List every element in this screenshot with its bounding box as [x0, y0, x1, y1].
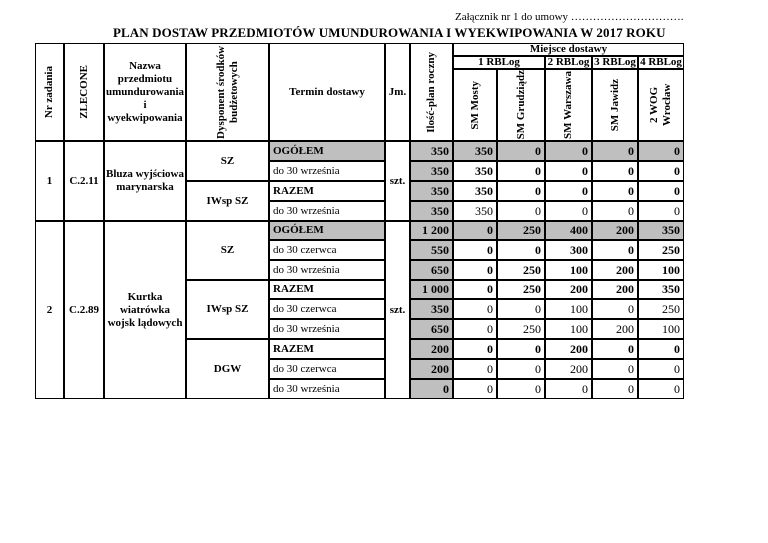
destination-value-cell: 350 [453, 161, 497, 181]
term-cell: do 30 czerwca [269, 299, 385, 319]
col-header-sm-jawidz [592, 69, 638, 141]
page-title: PLAN DOSTAW PRZEDMIOTÓW UMUNDUROWANIA I WYEKWIPOWANIA W 2017 ROKU [113, 25, 666, 40]
quantity-cell: 200 [410, 359, 453, 379]
destination-value-cell: 0 [592, 339, 638, 359]
destination-value-cell: 100 [545, 319, 592, 339]
destination-value-cell: 250 [638, 240, 684, 260]
col-header-jm: Jm. [385, 43, 410, 141]
destination-value-cell: 0 [453, 221, 497, 240]
destination-value-cell: 0 [453, 299, 497, 319]
item-name: Kurtka wiatrówka wojsk lądowych [104, 221, 186, 399]
term-cell: do 30 czerwca [269, 240, 385, 260]
destination-value-cell: 200 [545, 339, 592, 359]
quantity-cell: 1 000 [410, 280, 453, 299]
destination-value-cell: 100 [545, 260, 592, 280]
col-header-zlecone [64, 43, 104, 141]
col-header-nr-text: Nr zadania [43, 65, 55, 119]
col-header-nr [35, 43, 64, 141]
destination-value-cell: 0 [545, 379, 592, 399]
destination-value-cell: 0 [592, 379, 638, 399]
destination-value-cell: 0 [638, 181, 684, 201]
term-cell: RAZEM [269, 280, 385, 299]
col-header-4rblog: 4 RBLog [638, 56, 684, 69]
destination-value-cell: 0 [592, 299, 638, 319]
task-number: 1 [35, 141, 64, 221]
destination-value-cell: 250 [638, 299, 684, 319]
quantity-cell: 550 [410, 240, 453, 260]
quantity-cell: 350 [410, 161, 453, 181]
destination-value-cell: 0 [592, 141, 638, 161]
col-header-wog [638, 69, 684, 141]
destination-value-cell: 0 [497, 339, 545, 359]
destination-value-cell: 200 [592, 260, 638, 280]
destination-value-cell: 0 [453, 319, 497, 339]
quantity-cell: 650 [410, 319, 453, 339]
destination-value-cell: 200 [592, 280, 638, 299]
col-header-2rblog: 2 RBLog [545, 56, 592, 69]
quantity-cell: 350 [410, 141, 453, 161]
dysponent-iwsp: IWsp SZ [186, 280, 269, 339]
col-header-3rblog: 3 RBLog [592, 56, 638, 69]
destination-value-cell: 350 [453, 141, 497, 161]
col-header-sm-jawidz-text: SM Jawidz [608, 78, 621, 132]
destination-value-cell: 0 [453, 339, 497, 359]
destination-value-cell: 0 [545, 161, 592, 181]
destination-value-cell: 0 [545, 141, 592, 161]
term-cell: do 30 września [269, 201, 385, 221]
term-cell: RAZEM [269, 181, 385, 201]
term-cell: do 30 czerwca [269, 359, 385, 379]
destination-value-cell: 200 [545, 280, 592, 299]
quantity-cell: 1 200 [410, 221, 453, 240]
destination-value-cell: 200 [592, 221, 638, 240]
destination-value-cell: 100 [545, 299, 592, 319]
destination-value-cell: 250 [497, 260, 545, 280]
destination-value-cell: 0 [638, 201, 684, 221]
term-cell: OGÓŁEM [269, 141, 385, 161]
quantity-cell: 350 [410, 201, 453, 221]
task-number: 2 [35, 221, 64, 399]
col-header-sm-mosty [453, 69, 497, 141]
destination-value-cell: 0 [638, 359, 684, 379]
unit-cell: szt. [385, 221, 410, 399]
task-zlecone: C.2.89 [64, 221, 104, 399]
destination-value-cell: 0 [453, 359, 497, 379]
destination-value-cell: 400 [545, 221, 592, 240]
quantity-cell: 650 [410, 260, 453, 280]
col-header-zlecone-text: ZLECONE [77, 65, 90, 119]
destination-value-cell: 0 [453, 379, 497, 399]
attachment-note: Załącznik nr 1 do umowy …………………………. [455, 11, 684, 23]
destination-value-cell: 0 [638, 339, 684, 359]
col-header-sm-grudziadz [497, 69, 545, 141]
destination-value-cell: 0 [497, 379, 545, 399]
term-cell: do 30 września [269, 161, 385, 181]
destination-value-cell: 0 [638, 161, 684, 181]
unit-cell: szt. [385, 141, 410, 221]
destination-value-cell: 200 [545, 359, 592, 379]
col-header-nazwa: Nazwa przedmiotu umundurowania i wyekwipowania [104, 43, 186, 141]
destination-value-cell: 350 [453, 181, 497, 201]
destination-value-cell: 0 [592, 240, 638, 260]
destination-value-cell: 250 [497, 319, 545, 339]
destination-value-cell: 0 [545, 181, 592, 201]
term-cell: do 30 września [269, 379, 385, 399]
col-header-dysponent-text: Dysponent środków budżetowych [214, 45, 240, 139]
dysponent-sz: SZ [186, 221, 269, 280]
destination-value-cell: 0 [592, 359, 638, 379]
col-header-termin: Termin dostawy [269, 43, 385, 141]
destination-value-cell: 250 [497, 280, 545, 299]
col-header-sm-grudziadz-text: SM Grudziądz [514, 70, 527, 140]
destination-value-cell: 0 [592, 181, 638, 201]
destination-value-cell: 0 [497, 240, 545, 260]
destination-value-cell: 0 [453, 280, 497, 299]
term-cell: do 30 września [269, 260, 385, 280]
destination-value-cell: 0 [592, 201, 638, 221]
destination-value-cell: 0 [497, 141, 545, 161]
col-header-1rblog: 1 RBLog [453, 56, 545, 69]
destination-value-cell: 200 [592, 319, 638, 339]
destination-value-cell: 0 [638, 141, 684, 161]
col-header-wog-text: 2 WOG Wrocław [648, 83, 673, 127]
col-header-sm-mosty-text: SM Mosty [468, 80, 481, 130]
destination-value-cell: 0 [592, 161, 638, 181]
quantity-cell: 350 [410, 181, 453, 201]
term-cell: do 30 września [269, 319, 385, 339]
col-header-dysponent [186, 43, 269, 141]
destination-value-cell: 0 [497, 359, 545, 379]
destination-value-cell: 0 [497, 161, 545, 181]
quantity-cell: 200 [410, 339, 453, 359]
col-header-sm-warszawa [545, 69, 592, 141]
destination-value-cell: 100 [638, 260, 684, 280]
destination-value-cell: 300 [545, 240, 592, 260]
destination-value-cell: 100 [638, 319, 684, 339]
destination-value-cell: 350 [638, 280, 684, 299]
task-zlecone: C.2.11 [64, 141, 104, 221]
destination-value-cell: 250 [497, 221, 545, 240]
dysponent-sz: SZ [186, 141, 269, 181]
destination-value-cell: 0 [453, 240, 497, 260]
term-cell: RAZEM [269, 339, 385, 359]
quantity-cell: 0 [410, 379, 453, 399]
dysponent-dgw: DGW [186, 339, 269, 399]
col-header-sm-warszawa-text: SM Warszawa [562, 71, 574, 139]
col-header-ilosc [410, 43, 453, 141]
dysponent-iwsp: IWsp SZ [186, 181, 269, 221]
col-header-ilosc-text: Ilość-plan roczny [425, 51, 437, 133]
destination-value-cell: 350 [638, 221, 684, 240]
col-header-miejsce: Miejsce dostawy [453, 43, 684, 56]
destination-value-cell: 0 [497, 181, 545, 201]
item-name: Bluza wyjściowa marynarska [104, 141, 186, 221]
destination-value-cell: 0 [497, 299, 545, 319]
destination-value-cell: 0 [453, 260, 497, 280]
destination-value-cell: 350 [453, 201, 497, 221]
term-cell: OGÓŁEM [269, 221, 385, 240]
quantity-cell: 350 [410, 299, 453, 319]
destination-value-cell: 0 [638, 379, 684, 399]
destination-value-cell: 0 [545, 201, 592, 221]
destination-value-cell: 0 [497, 201, 545, 221]
